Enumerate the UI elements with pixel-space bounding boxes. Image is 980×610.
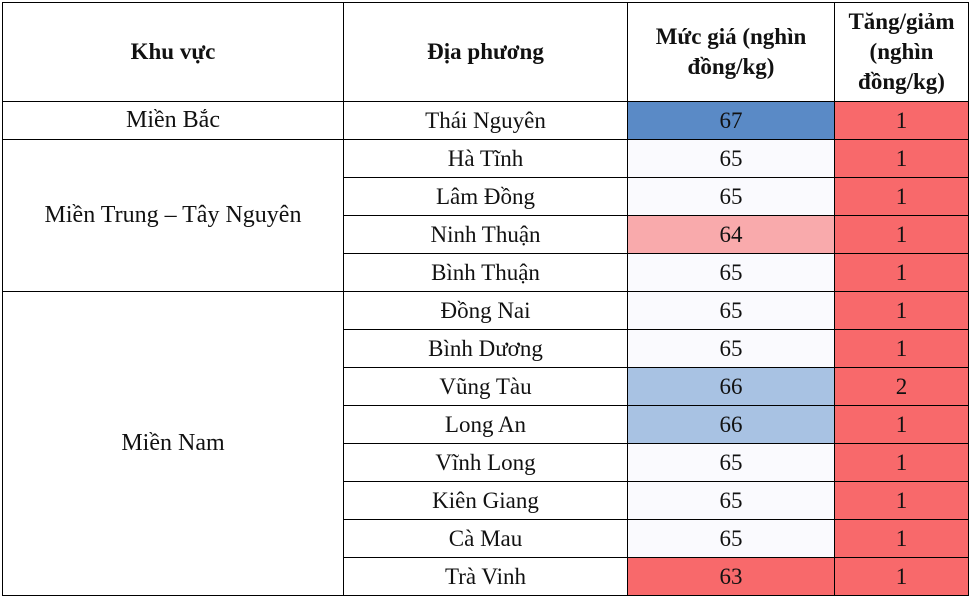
- change-cell: 1: [835, 406, 969, 444]
- header-region: Khu vực: [3, 3, 344, 102]
- price-cell: 66: [628, 368, 835, 406]
- price-cell: 65: [628, 482, 835, 520]
- locality-cell: Lâm Đồng: [344, 178, 628, 216]
- price-table: [2, 2, 969, 596]
- header-row: [3, 3, 969, 102]
- locality-cell: Bình Thuận: [344, 254, 628, 292]
- header-change: Tăng/giảm (nghìn đồng/kg): [835, 3, 969, 102]
- region-cell: Miền Nam: [3, 292, 344, 596]
- change-cell: 1: [835, 558, 969, 596]
- price-cell: 67: [628, 102, 835, 140]
- price-cell: 65: [628, 444, 835, 482]
- locality-cell: Vĩnh Long: [344, 444, 628, 482]
- locality-cell: Long An: [344, 406, 628, 444]
- locality-cell: Cà Mau: [344, 520, 628, 558]
- locality-cell: Ninh Thuận: [344, 216, 628, 254]
- change-cell: 1: [835, 254, 969, 292]
- table-row: [3, 140, 969, 178]
- change-cell: 1: [835, 482, 969, 520]
- locality-cell: Thái Nguyên: [344, 102, 628, 140]
- locality-cell: Đồng Nai: [344, 292, 628, 330]
- region-cell: Miền Bắc: [3, 102, 344, 140]
- price-cell: 65: [628, 330, 835, 368]
- price-cell: 63: [628, 558, 835, 596]
- change-cell: 1: [835, 292, 969, 330]
- change-cell: 1: [835, 330, 969, 368]
- change-cell: 1: [835, 520, 969, 558]
- header-price: Mức giá (nghìn đồng/kg): [628, 3, 835, 102]
- region-cell: Miền Trung – Tây Nguyên: [3, 140, 344, 292]
- price-cell: 65: [628, 140, 835, 178]
- change-cell: 1: [835, 444, 969, 482]
- change-cell: 1: [835, 216, 969, 254]
- table-row: [3, 102, 969, 140]
- change-cell: 2: [835, 368, 969, 406]
- locality-cell: Trà Vinh: [344, 558, 628, 596]
- header-locality: Địa phương: [344, 3, 628, 102]
- table-row: [3, 292, 969, 330]
- price-cell: 65: [628, 254, 835, 292]
- price-cell: 65: [628, 520, 835, 558]
- price-cell: 64: [628, 216, 835, 254]
- price-cell: 66: [628, 406, 835, 444]
- change-cell: 1: [835, 102, 969, 140]
- locality-cell: Kiên Giang: [344, 482, 628, 520]
- locality-cell: Vũng Tàu: [344, 368, 628, 406]
- price-cell: 65: [628, 178, 835, 216]
- price-cell: 65: [628, 292, 835, 330]
- change-cell: 1: [835, 178, 969, 216]
- change-cell: 1: [835, 140, 969, 178]
- locality-cell: Bình Dương: [344, 330, 628, 368]
- locality-cell: Hà Tĩnh: [344, 140, 628, 178]
